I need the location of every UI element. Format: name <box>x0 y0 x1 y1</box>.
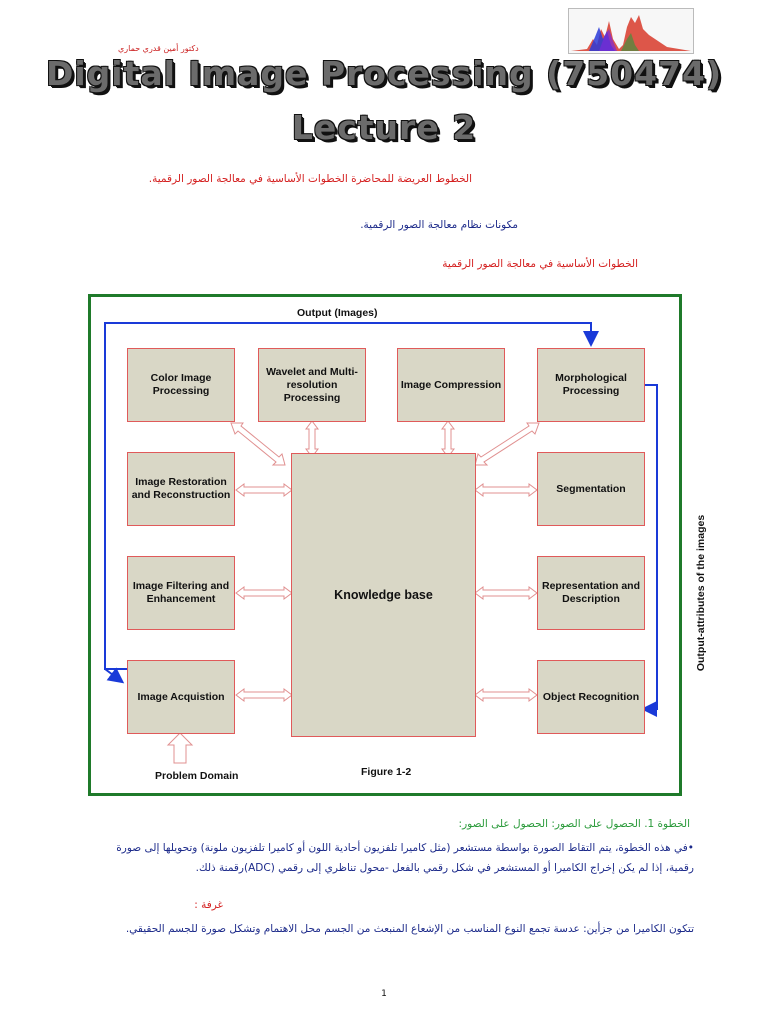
arrow-filtering-kb <box>236 587 292 599</box>
segmentation-box: Segmentation <box>537 452 645 526</box>
arrow-acquisition-kb <box>236 689 292 701</box>
arrow-restoration-kb <box>236 484 292 496</box>
output-images-label: Output (Images) <box>297 307 378 319</box>
wavelet-processing-box: Wavelet and Multi-resolution Processing <box>258 348 366 422</box>
step1-heading-prefix: الخطوة 1. <box>644 818 690 830</box>
figure-caption: Figure 1-2 <box>361 766 412 778</box>
lecture-title: Lecture 2 <box>291 108 477 147</box>
processing-steps-figure <box>88 294 707 796</box>
image-filtering-box: Image Filtering and Enhancement <box>127 556 235 630</box>
image-compression-box: Image Compression <box>397 348 505 422</box>
step1-heading <box>459 818 690 830</box>
color-image-processing-box: Color Image Processing <box>127 348 235 422</box>
histogram-thumbnail <box>568 8 694 54</box>
intro-line-3: الخطوات الأساسية في معالجة الصور الرقمية <box>442 258 638 270</box>
intro-line-1-text: الخطوط العريضة للمحاضرة الخطوات الأساسية في معالجة الصور الرقمية. <box>148 173 472 185</box>
output-attributes-arrow <box>645 385 657 709</box>
page-number: 1 <box>381 989 387 999</box>
representation-box: Representation and Description <box>537 556 645 630</box>
arrow-compression-kb <box>442 421 454 457</box>
output-attributes-label: Output-attributes of the images <box>695 514 707 672</box>
step1-paragraph-3: تتكون الكاميرا من جزأين: عدسة تجمع النوع المناسب من الإشعاع المنبعث من الجسم محل الاهتمام وتشكل صورة للجسم الحقيقي. <box>125 923 694 935</box>
step1-heading-a: الحصول على الصور: <box>551 818 641 830</box>
morphological-processing-box: Morphological Processing <box>537 348 645 422</box>
arrow-morphological-kb <box>475 423 539 465</box>
arrow-wavelet-kb <box>306 421 318 457</box>
arrow-recognition-kb <box>475 689 537 701</box>
image-acquisition-box: Image Acquistion <box>127 660 235 734</box>
arrow-segmentation-kb <box>475 484 537 496</box>
problem-domain-label: Problem Domain <box>155 770 239 782</box>
image-restoration-box: Image Restoration and Reconstruction <box>127 452 235 526</box>
object-recognition-box: Object Recognition <box>537 660 645 734</box>
step1-heading-b: الحصول على الصور: <box>458 818 549 830</box>
arrow-representation-kb <box>475 587 537 599</box>
arrow-problem-domain <box>168 733 192 763</box>
author-name: دكتور أمين قدري حماري <box>118 44 199 53</box>
arrow-color-kb <box>231 423 285 465</box>
course-title: Digital Image Processing (750474) <box>45 54 723 93</box>
step1-paragraph-1: •في هذه الخطوة، يتم التقاط الصورة بواسطة مستشعر (مثل كاميرا تلفزيون أحادية اللون أو كاميرا تلفزيون ملونة) وتحويلها إلى صورة <box>116 842 694 854</box>
intro-line-2: مكونات نظام معالجة الصور الرقمية. <box>360 219 518 231</box>
knowledge-base-box: Knowledge base <box>291 453 476 737</box>
intro-line-1 <box>149 173 472 185</box>
step1-term: غرفة : <box>194 899 223 911</box>
step1-paragraph-2: رقمية، إذا لم يكن إخراج الكاميرا أو المستشعر في شكل رقمي بالفعل -محول تناظري إلى رقمي (ADC)رقمنة ذلك. <box>195 862 694 874</box>
